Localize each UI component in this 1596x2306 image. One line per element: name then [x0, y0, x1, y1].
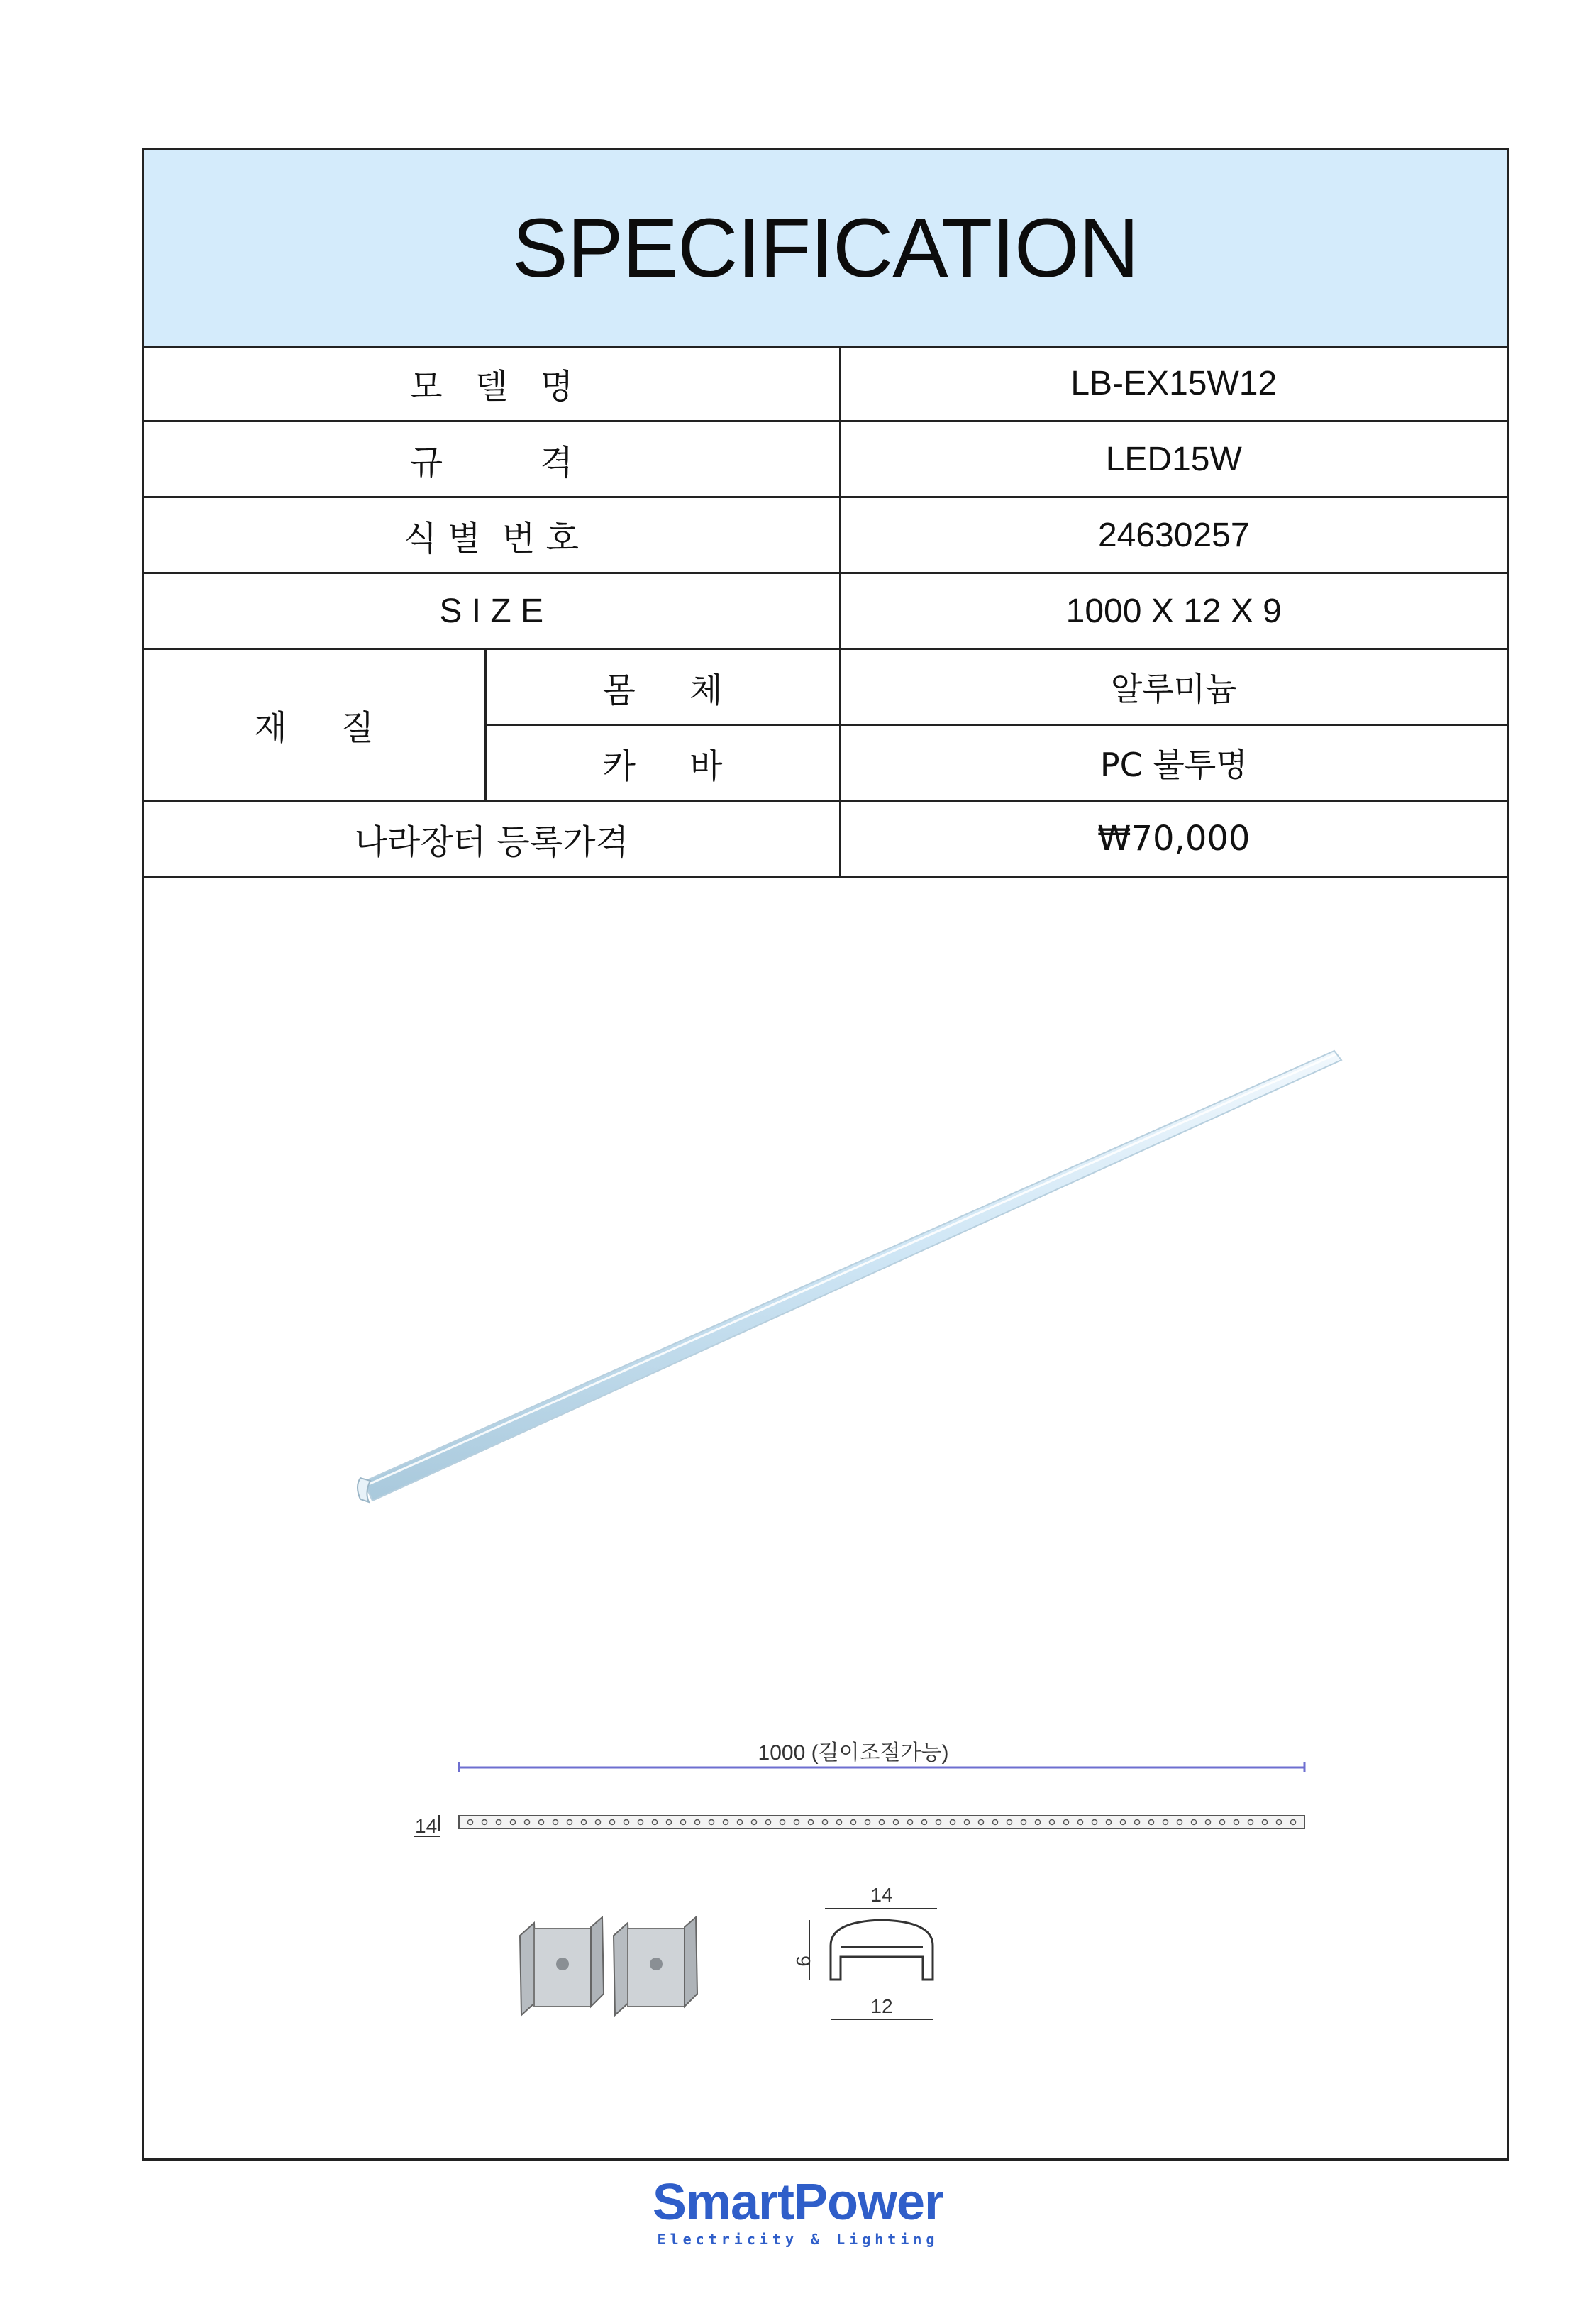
body-value: 알루미늄	[840, 649, 1507, 725]
model-label: 모 델 명	[144, 346, 840, 421]
cover-value: PC 불투명	[840, 725, 1507, 801]
profile-cross-section	[792, 1884, 937, 2019]
size-label: S I Z E	[144, 573, 840, 649]
spec-value: LED15W	[840, 421, 1507, 497]
row-id	[144, 497, 1507, 573]
product-visual-area	[144, 893, 1507, 2158]
mounting-clips	[520, 1917, 697, 2015]
spec-label: 규 격	[144, 421, 840, 497]
clip-right	[614, 1917, 697, 2015]
clip-left	[520, 1917, 604, 2015]
id-value: 24630257	[840, 497, 1507, 573]
profile-top-width-label: 14	[870, 1884, 893, 1906]
product-illustration	[144, 893, 1507, 2158]
size-value: 1000 X 12 X 9	[840, 573, 1507, 649]
spec-table	[144, 346, 1507, 878]
body-label: 몸 체	[485, 649, 840, 725]
length-dimension	[459, 1741, 1304, 1772]
led-bar-image	[358, 1051, 1341, 1502]
brand-tagline: Electricity & Lighting	[657, 2231, 939, 2248]
row-price	[144, 801, 1507, 877]
row-spec	[144, 421, 1507, 497]
row-model	[144, 346, 1507, 421]
row-size	[144, 573, 1507, 649]
spec-sheet	[142, 148, 1509, 2161]
model-value: LB-EX15W12	[840, 346, 1507, 421]
profile-bottom-width-label: 12	[870, 1995, 893, 2017]
led-strip-drawing	[414, 1815, 1304, 1837]
brand-logo	[0, 2174, 1596, 2248]
title-band	[144, 150, 1507, 348]
price-value: ₩70,000	[840, 801, 1507, 877]
strip-height-label: 14	[415, 1815, 438, 1837]
length-label: 1000 (길이조절가능)	[758, 1741, 949, 1765]
row-material-body	[144, 649, 1507, 725]
profile-height-label: 9	[792, 1955, 814, 1967]
brand-name: SmartPower	[652, 2174, 944, 2231]
page-title: SPECIFICATION	[511, 201, 1138, 295]
cover-label: 카 바	[485, 725, 840, 801]
price-label: 나라장터 등록가격	[144, 801, 840, 877]
material-label: 재 질	[144, 649, 485, 801]
id-label: 식 별 번 호	[144, 497, 840, 573]
